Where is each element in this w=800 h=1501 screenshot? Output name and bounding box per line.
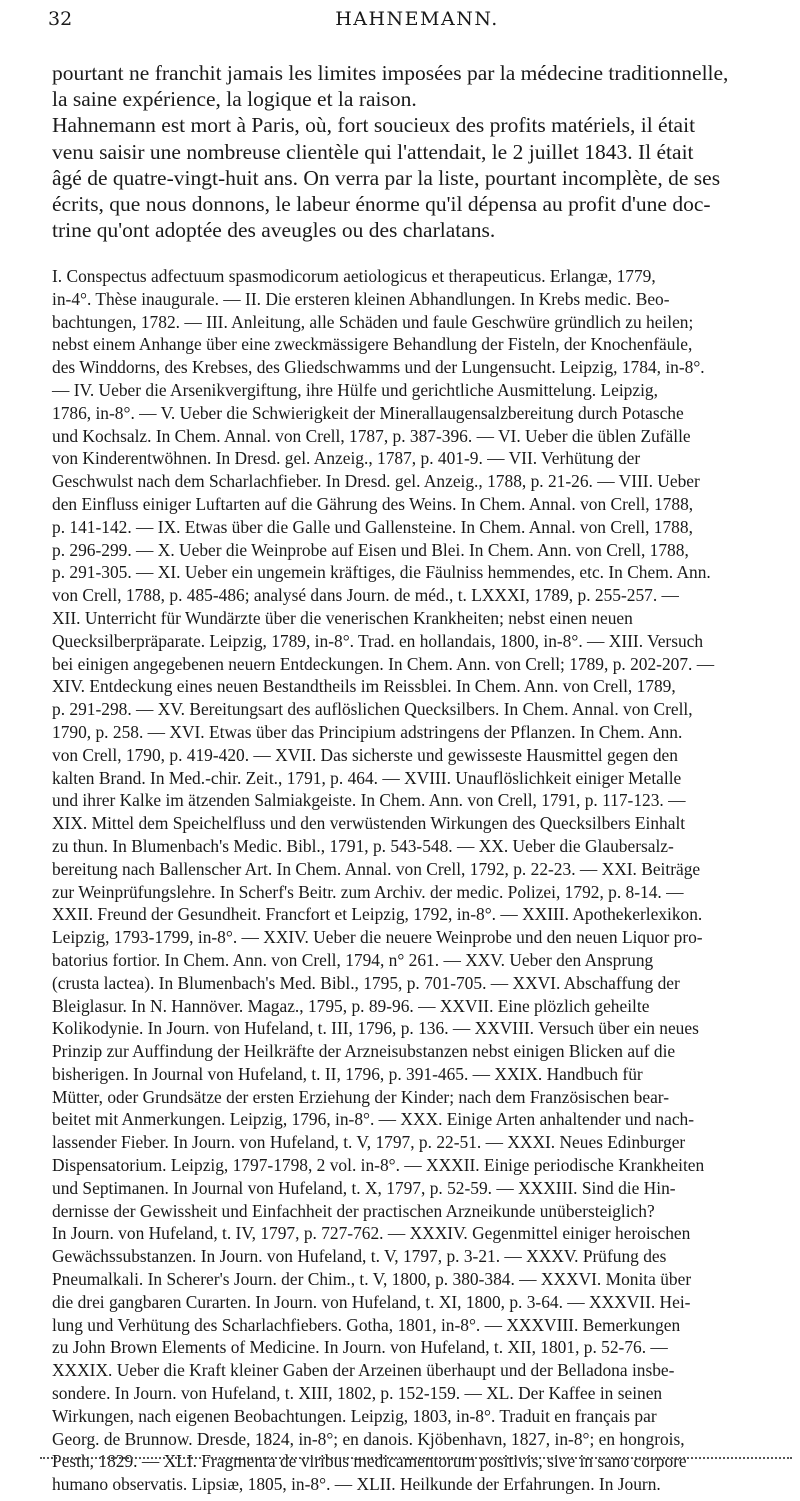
bibliography-line: Mütter, oder Grundsätze der ersten Erziehung der Kinder; nach dem Französischen bear-: [52, 1086, 670, 1107]
bibliography-line: In Journ. von Hufeland, t. IV, 1797, p. 727-762. — XXXIV. Gegenmittel einiger heroischen: [52, 1223, 691, 1244]
bibliography-line: dernisse der Gewissheit und Einfachheit der practischen Arzneikunde unübersteiglich?: [52, 1200, 655, 1221]
page-header: [48, 4, 786, 44]
bibliography-line: die drei gangbaren Curarten. In Journ. von Hufeland, t. XI, 1800, p. 3-64. — XXXVII. Hei-: [52, 1291, 691, 1312]
bibliography-line: und Kochsalz. In Chem. Annal. von Crell, 1787, p. 387-396. — VI. Ueber die üblen Zufälle: [52, 425, 691, 446]
bibliography-line: XIX. Mittel dem Speichelfluss und den verwüstenden Wirkungen des Quecksilbers Einhalt: [52, 813, 686, 834]
bibliography-line: p. 296-299. — X. Ueber die Weinprobe auf Eisen und Blei. In Chem. Ann. von Crell, 1788,: [52, 539, 689, 560]
intro-line: Hahnemann est mort à Paris, où, fort soucieux des profits matériels, il était: [52, 113, 696, 138]
footer-dotted-rule: [40, 1457, 792, 1461]
bibliography-line: XXII. Freund der Gesundheit. Francfort et Leipzig, 1792, in-8°. — XXIII. Apothekerlexikon.: [52, 904, 703, 925]
bibliography-line: von Crell, 1788, p. 485-486; analysé dans Journ. de méd., t. LXXXI, 1789, p. 255-257. —: [52, 585, 679, 606]
intro-line: âgé de quatre-vingt-huit ans. On verra par la liste, pourtant incomplète, de ses: [52, 165, 721, 190]
bibliography-line: p. 291-305. — XI. Ueber ein ungemein kräftiges, die Fäulniss hemmendes, etc. In Chem. Ann.: [52, 562, 711, 583]
bibliography-line: zu thun. In Blumenbach's Medic. Bibl., 1791, p. 543-548. — XX. Ueber die Glaubersalz-: [52, 835, 674, 856]
bibliography-line: zur Weinprüfungslehre. In Scherf's Beitr. zum Archiv. der medic. Polizei, 1792, p. 8-14. —: [52, 881, 684, 902]
bibliography-line: von Crell, 1790, p. 419-420. — XVII. Das sicherste und gewisseste Hausmittel gegen den: [52, 744, 678, 765]
bibliography-line: bisherigen. In Journal von Hufeland, t. II, 1796, p. 391-465. — XXIX. Handbuch für: [52, 1063, 643, 1084]
bibliography-line: den Einfluss einiger Luftarten auf die Gährung des Weins. In Chem. Annal. von Crell, 1788,: [52, 493, 694, 514]
bibliography-line: Bleiglasur. In N. Hannöver. Magaz., 1795, p. 89-96. — XXVII. Eine plözlich geheilte: [52, 995, 650, 1016]
bibliography-line: batorius fortior. In Chem. Ann. von Crell, 1794, n° 261. — XXV. Ueber den Ansprung: [52, 949, 654, 970]
page-number: 32: [48, 8, 73, 30]
bibliography-line: bachtungen, 1782. — III. Anleitung, alle Schäden und faule Geschwüre gründlich zu heilen;: [52, 311, 694, 332]
bibliography-line: p. 291-298. — XV. Bereitungsart des auflöslichen Quecksilbers. In Chem. Annal. von Crell,: [52, 699, 693, 720]
bibliography-line: Geschwulst nach dem Scharlachfieber. In Dresd. gel. Anzeig., 1788, p. 21-26. — VIII. Ueber: [52, 471, 700, 492]
bibliography-line: Pneumalkali. In Scherer's Journ. der Chim., t. V, 1800, p. 380-384. — XXXVI. Monita über: [52, 1269, 692, 1290]
bibliography-line: lassender Fieber. In Journ. von Hufeland, t. V, 1797, p. 22-51. — XXXI. Neues Edinburger: [52, 1132, 686, 1153]
bibliography-line: XXXIX. Ueber die Kraft kleiner Gaben der Arzeinen überhaupt und der Belladona insbe-: [52, 1360, 675, 1381]
bibliography-line: sondere. In Journ. von Hufeland, t. XIII, 1802, p. 152-159. — XL. Der Kaffee in seinen: [52, 1383, 663, 1404]
bibliography-line: I. Conspectus adfectuum spasmodicorum aetiologicus et therapeuticus. Erlangæ, 1779,: [52, 266, 656, 286]
bibliography-line: Wirkungen, nach eigenen Beobachtungen. Leipzig, 1803, in-8°. Traduit en français par: [52, 1405, 657, 1426]
bibliography-line: 1790, p. 258. — XVI. Etwas über das Principium adstringens der Pflanzen. In Chem. Ann.: [52, 721, 683, 742]
bibliography-line: Prinzip zur Auffindung der Heilkräfte der Arzneisubstanzen nebst einigen Blicken auf die: [52, 1041, 676, 1062]
bibliography-line: 1786, in-8°. — V. Ueber die Schwierigkeit der Minerallaugensalzbereitung durch Potasche: [52, 402, 684, 423]
bibliography-line: Georg. de Brunnow. Dresde, 1824, in-8°; en danois. Kjöbenhavn, 1827, in-8°; en hongrois,: [52, 1428, 685, 1449]
bibliography-line: (crusta lactea). In Blumenbach's Med. Bibl., 1795, p. 701-705. — XXVI. Abschaffung der: [52, 972, 680, 993]
bibliography-line: XIV. Entdeckung eines neuen Bestandtheils im Reissblei. In Chem. Ann. von Crell, 1789,: [52, 676, 676, 697]
bibliography-line: Kolikodynie. In Journ. von Hufeland, t. III, 1796, p. 136. — XXVIII. Versuch über ein neues: [52, 1018, 699, 1039]
bibliography-line: zu John Brown Elements of Medicine. In Journ. von Hufeland, t. XII, 1801, p. 52-76. —: [52, 1337, 668, 1358]
bibliography-line: p. 141-142. — IX. Etwas über die Galle und Gallensteine. In Chem. Annal. von Crell, 1788,: [52, 516, 693, 537]
bibliography-line: Gewächssubstanzen. In Journ. von Hufeland, t. V, 1797, p. 3-21. — XXXV. Prüfung des: [52, 1246, 667, 1267]
bibliography-line: nebst einem Anhange über eine zweckmässigere Behandlung der Fisteln, der Knochenfäule,: [52, 334, 693, 355]
bibliography-line: XII. Unterricht für Wundärzte über die venerischen Krankheiten; nebst einen neuen: [52, 607, 633, 628]
bibliography-line: bereitung nach Ballenscher Art. In Chem. Annal. von Crell, 1792, p. 22-23. — XXI. Beiträge: [52, 858, 701, 879]
bibliography-line: und ihrer Kalke im ätzenden Salmiakgeiste. In Chem. Ann. von Crell, 1791, p. 117-123. —: [52, 790, 686, 811]
bibliography-list: [52, 265, 792, 1496]
intro-line: pourtant ne franchit jamais les limites imposées par la médecine traditionnelle,: [52, 61, 729, 85]
bibliography-line: humano observatis. Lipsiæ, 1805, in-8°. — XLII. Heilkunde der Erfahrungen. In Journ.: [52, 1474, 661, 1495]
intro-paragraphs: [52, 60, 792, 243]
bibliography-line: Pesth, 1829. — XLI. Fragmenta de viribus medicamentorum positivis, sive in sano corpore: [52, 1451, 687, 1472]
bibliography-line: und Septimanen. In Journal von Hufeland, t. X, 1797, p. 52-59. — XXXIII. Sind die Hin-: [52, 1177, 676, 1198]
bibliography-line: Leipzig, 1793-1799, in-8°. — XXIV. Ueber die neuere Weinprobe und den neuen Liquor pro-: [52, 927, 703, 948]
intro-line: trine qu'ont adoptée des aveugles ou des charlatans.: [52, 218, 496, 243]
running-head: HAHNEMANN.: [335, 8, 499, 30]
bibliography-line: in-4°. Thèse inaugurale. — II. Die ersteren kleinen Abhandlungen. In Krebs medic. Beo-: [52, 288, 670, 309]
bibliography-line: Dispensatorium. Leipzig, 1797-1798, 2 vol. in-8°. — XXXII. Einige periodische Krankheiten: [52, 1155, 705, 1176]
bibliography-line: lung und Verhütung des Scharlachfiebers. Gotha, 1801, in-8°. — XXXVIII. Bemerkungen: [52, 1314, 681, 1335]
bibliography-line: beitet mit Anmerkungen. Leipzig, 1796, in-8°. — XXX. Einige Arten anhaltender und nach-: [52, 1109, 695, 1130]
bibliography-line: — IV. Ueber die Arsenikvergiftung, ihre Hülfe und gerichtliche Ausmittelung. Leipzig,: [52, 379, 658, 400]
bibliography-line: bei einigen angegebenen neuern Entdeckungen. In Chem. Ann. von Crell; 1789, p. 202-207. —: [52, 653, 715, 674]
intro-line: écrits, que nous donnons, le labeur énorme qu'il dépensa au profit d'une doc-: [52, 191, 711, 216]
bibliography-line: kalten Brand. In Med.-chir. Zeit., 1791, p. 464. — XVIII. Unauflöslichkeit einiger Metalle: [52, 767, 682, 788]
intro-line: venu saisir une nombreuse clientèle qui l'attendait, le 2 juillet 1843. Il était: [52, 139, 694, 164]
bibliography-line: von Kinderentwöhnen. In Dresd. gel. Anzeig., 1787, p. 401-9. — VII. Verhütung der: [52, 448, 641, 469]
bibliography-line: Quecksilberpräparate. Leipzig, 1789, in-8°. Trad. en hollandais, 1800, in-8°. — XIII. Versuch: [52, 630, 704, 651]
intro-line: la saine expérience, la logique et la raison.: [52, 87, 417, 112]
bibliography-line: des Winddorns, des Krebses, des Gliedschwamms und der Lungensucht. Leipzig, 1784, in-8°.: [52, 357, 705, 378]
